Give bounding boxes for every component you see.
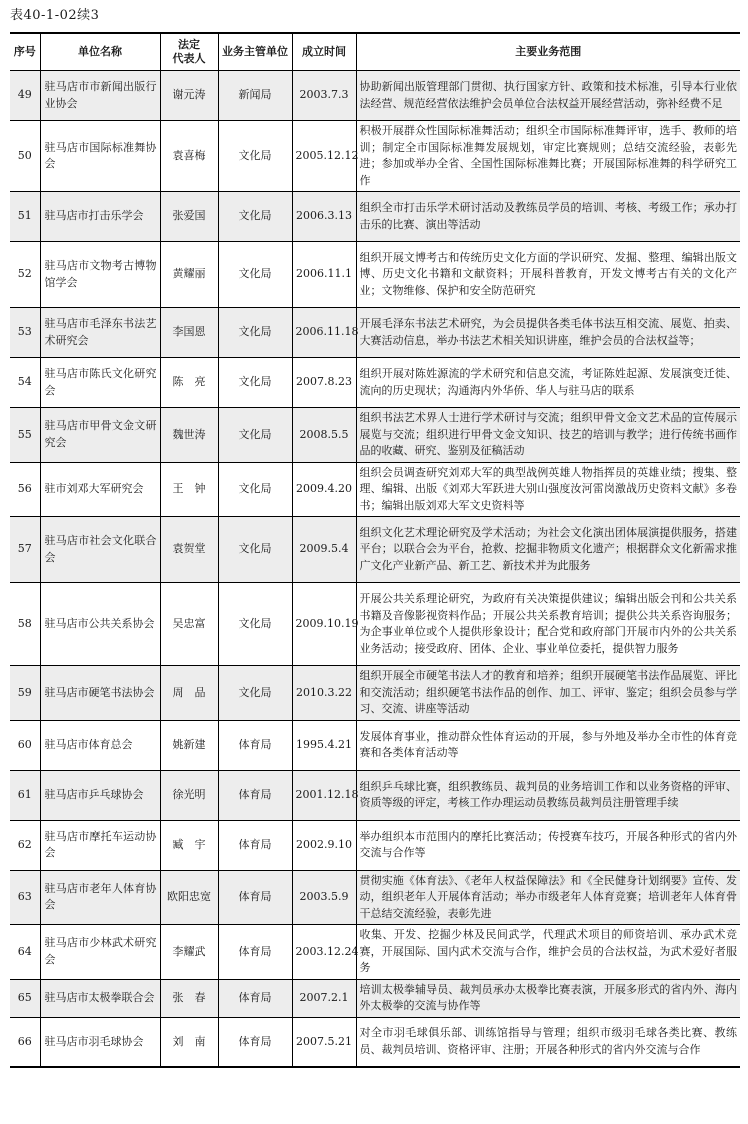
cell-rep: 王 钟 — [160, 462, 218, 517]
table-row — [10, 820, 740, 870]
cell-date: 2002.9.10 — [292, 820, 356, 870]
table-row — [10, 870, 740, 925]
cell-seq: 56 — [10, 462, 40, 517]
table-caption: 表40-1-02续3 — [10, 8, 100, 23]
cell-scope: 培训太极拳辅导员、裁判员承办太极拳比赛表演，开展多形式的省内外、海内外太极拳的交流与协作等 — [356, 979, 740, 1017]
cell-rep: 张爱国 — [160, 192, 218, 242]
cell-date: 2007.2.1 — [292, 979, 356, 1017]
cell-date: 2006.11.18 — [292, 308, 356, 358]
table-row — [10, 583, 740, 666]
cell-name: 驻马店市羽毛球协会 — [40, 1017, 160, 1067]
cell-dept: 体育局 — [218, 770, 292, 820]
cell-name: 驻马店市国际标准舞协会 — [40, 121, 160, 192]
cell-scope: 对全市羽毛球俱乐部、训练馆指导与管理；组织市级羽毛球各类比赛、教练员、裁判员培训、资格评审、注册；开展各种形式的省内外交流与合作 — [356, 1017, 740, 1067]
cell-seq: 63 — [10, 870, 40, 925]
cell-seq: 50 — [10, 121, 40, 192]
cell-dept: 文化局 — [218, 358, 292, 408]
cell-seq: 64 — [10, 925, 40, 980]
cell-scope: 开展公共关系理论研究，为政府有关决策提供建议；编辑出版会刊和公共关系书籍及音像影视资料作品；开展公共关系教育培训；提供公共关系咨询服务；为企事业单位或个人提供形象设计；配合党和政府部门开展市内外的公共关系业务活动；接受政府、团体、企业、事业单位委托，提供智力服务 — [356, 583, 740, 666]
table-row — [10, 71, 740, 121]
cell-scope: 贯彻实施《体育法》、《老年人权益保障法》和《全民健身计划纲要》宣传、发动，组织老年人开展体育活动；举办市级老年人体育竞赛；培训老年人体育骨干总结交流经验，表彰先进 — [356, 870, 740, 925]
table-row — [10, 1017, 740, 1067]
cell-rep: 李耀武 — [160, 925, 218, 980]
cell-scope: 组织会员调查研究刘邓大军的典型战例英雄人物指挥员的英雄业绩；搜集、整理、编辑、出版《刘邓大军跃进大别山强度汝河雷岗激战历史资料文献》多卷书；编辑出版刘邓大军文史资料等 — [356, 462, 740, 517]
table-row — [10, 192, 740, 242]
cell-dept: 体育局 — [218, 820, 292, 870]
cell-name: 驻马店市甲骨文金文研究会 — [40, 408, 160, 463]
cell-seq: 57 — [10, 517, 40, 583]
cell-date: 2009.4.20 — [292, 462, 356, 517]
cell-date: 2005.12.12 — [292, 121, 356, 192]
cell-seq: 51 — [10, 192, 40, 242]
cell-rep: 黄耀丽 — [160, 242, 218, 308]
cell-dept: 体育局 — [218, 720, 292, 770]
cell-name: 驻马店市摩托车运动协会 — [40, 820, 160, 870]
cell-scope: 组织乒乓球比赛，组织教练员、裁判员的业务培训工作和以业务资格的评审、资质等级的评定，考核工作办理运动员教练员裁判员注册管理手续 — [356, 770, 740, 820]
header-dept: 业务主管单位 — [218, 33, 292, 71]
cell-name: 驻马店市社会文化联合会 — [40, 517, 160, 583]
cell-date: 2003.7.3 — [292, 71, 356, 121]
cell-rep: 刘 南 — [160, 1017, 218, 1067]
cell-dept: 体育局 — [218, 979, 292, 1017]
cell-name: 驻马店市市新闻出版行业协会 — [40, 71, 160, 121]
cell-seq: 54 — [10, 358, 40, 408]
table-row — [10, 408, 740, 463]
cell-date: 2008.5.5 — [292, 408, 356, 463]
cell-seq: 52 — [10, 242, 40, 308]
header-date: 成立时间 — [292, 33, 356, 71]
cell-rep: 周 品 — [160, 666, 218, 721]
cell-name: 驻马店市打击乐学会 — [40, 192, 160, 242]
cell-rep: 张 春 — [160, 979, 218, 1017]
cell-date: 2006.3.13 — [292, 192, 356, 242]
cell-scope: 开展毛泽东书法艺术研究，为会员提供各类毛体书法互相交流、展览、拍卖、大赛活动信息，举办书法艺术相关知识讲座，维护会员的合法权益等； — [356, 308, 740, 358]
table-row — [10, 358, 740, 408]
cell-name: 驻马店市太极拳联合会 — [40, 979, 160, 1017]
cell-name: 驻马店市公共关系协会 — [40, 583, 160, 666]
header-row — [10, 33, 740, 71]
cell-date: 2003.5.9 — [292, 870, 356, 925]
table-row — [10, 308, 740, 358]
cell-name: 驻市刘邓大军研究会 — [40, 462, 160, 517]
cell-rep: 姚新建 — [160, 720, 218, 770]
cell-scope: 协助新闻出版管理部门贯彻、执行国家方针、政策和技术标准，引导本行业依法经营、规范经营依法维护会员单位合法权益开展经营活动，弥补经费不足 — [356, 71, 740, 121]
cell-dept: 文化局 — [218, 242, 292, 308]
cell-dept: 文化局 — [218, 583, 292, 666]
cell-scope: 组织开展文博考古和传统历史文化方面的学识研究、发掘、整理、编辑出版文博、历史文化书籍和文献资料；开展科普教育，开发文博考古有关的文化产业；文物维修、保护和安全防范研究 — [356, 242, 740, 308]
cell-dept: 文化局 — [218, 308, 292, 358]
cell-rep: 徐光明 — [160, 770, 218, 820]
cell-date: 2009.5.4 — [292, 517, 356, 583]
cell-rep: 谢元涛 — [160, 71, 218, 121]
cell-name: 驻马店市硬笔书法协会 — [40, 666, 160, 721]
cell-scope: 组织开展全市硬笔书法人才的教育和培养；组织开展硬笔书法作品展览、评比和交流活动；组织硬笔书法作品的创作、加工、评审、鉴定；组织会员参与学习、交流、讲座等活动 — [356, 666, 740, 721]
cell-date: 2001.12.18 — [292, 770, 356, 820]
cell-scope: 积极开展群众性国际标准舞活动；组织全市国际标准舞评审，选手、教师的培训；制定全市国际标准舞发展规划，审定比赛规则；总结交流经验，表彰先进；参加或举办全省、全国性国际标准舞比赛；开展国际标准舞的科学研究工作 — [356, 121, 740, 192]
cell-seq: 60 — [10, 720, 40, 770]
cell-dept: 文化局 — [218, 666, 292, 721]
cell-rep: 臧 宇 — [160, 820, 218, 870]
cell-name: 驻马店市文物考古博物馆学会 — [40, 242, 160, 308]
cell-date: 2010.3.22 — [292, 666, 356, 721]
cell-dept: 文化局 — [218, 517, 292, 583]
cell-seq: 55 — [10, 408, 40, 463]
cell-name: 驻马店市老年人体育协会 — [40, 870, 160, 925]
cell-scope: 举办组织本市范围内的摩托比赛活动；传授赛车技巧，开展各种形式的省内外交流与合作等 — [356, 820, 740, 870]
cell-rep: 袁喜梅 — [160, 121, 218, 192]
cell-dept: 文化局 — [218, 121, 292, 192]
cell-dept: 体育局 — [218, 870, 292, 925]
cell-seq: 59 — [10, 666, 40, 721]
cell-rep: 李国恩 — [160, 308, 218, 358]
cell-rep: 魏世涛 — [160, 408, 218, 463]
header-rep: 法定 代表人 — [160, 33, 218, 71]
cell-name: 驻马店市体育总会 — [40, 720, 160, 770]
organizations-table — [10, 32, 740, 1068]
cell-name: 驻马店市少林武术研究会 — [40, 925, 160, 980]
cell-name: 驻马店市陈氏文化研究会 — [40, 358, 160, 408]
header-seq: 序号 — [10, 33, 40, 71]
table-row — [10, 720, 740, 770]
table-row — [10, 242, 740, 308]
header-name: 单位名称 — [40, 33, 160, 71]
cell-seq: 58 — [10, 583, 40, 666]
cell-date: 2007.8.23 — [292, 358, 356, 408]
cell-dept: 文化局 — [218, 408, 292, 463]
cell-dept: 体育局 — [218, 1017, 292, 1067]
cell-name: 驻马店市毛泽东书法艺术研究会 — [40, 308, 160, 358]
cell-rep: 陈 亮 — [160, 358, 218, 408]
header-scope: 主要业务范围 — [356, 33, 740, 71]
cell-date: 2007.5.21 — [292, 1017, 356, 1067]
cell-seq: 49 — [10, 71, 40, 121]
cell-dept: 体育局 — [218, 925, 292, 980]
cell-date: 2009.10.19 — [292, 583, 356, 666]
cell-dept: 新闻局 — [218, 71, 292, 121]
cell-dept: 文化局 — [218, 462, 292, 517]
cell-date: 2006.11.1 — [292, 242, 356, 308]
cell-name: 驻马店市乒乓球协会 — [40, 770, 160, 820]
table-row — [10, 925, 740, 980]
cell-date: 1995.4.21 — [292, 720, 356, 770]
cell-scope: 发展体育事业，推动群众性体育运动的开展，参与外地及举办全市性的体育竞赛和各类体育活动等 — [356, 720, 740, 770]
table-row — [10, 462, 740, 517]
cell-scope: 收集、开发、挖掘少林及民间武学，代理武术项目的师资培训、承办武术竞赛，开展国际、国内武术交流与合作，维护会员的合法权益，为武术爱好者服务 — [356, 925, 740, 980]
table-row — [10, 770, 740, 820]
cell-seq: 66 — [10, 1017, 40, 1067]
table-row — [10, 666, 740, 721]
table-row — [10, 979, 740, 1017]
cell-seq: 65 — [10, 979, 40, 1017]
cell-rep: 欧阳忠宽 — [160, 870, 218, 925]
cell-seq: 61 — [10, 770, 40, 820]
cell-rep: 袁贺堂 — [160, 517, 218, 583]
cell-scope: 组织开展对陈姓源流的学术研究和信息交流，考证陈姓起源、发展演变迁徙、流向的历史现状；沟通海内外华侨、华人与驻马店的联系 — [356, 358, 740, 408]
table-row — [10, 121, 740, 192]
cell-date: 2003.12.24 — [292, 925, 356, 980]
cell-scope: 组织书法艺术界人士进行学术研讨与交流；组织甲骨文金文艺术品的宣传展示展览与交流；组织进行甲骨文金文知识、技艺的培训与教学；进行传统书画作品的收藏、研究、鉴别及征稿活动 — [356, 408, 740, 463]
table-row — [10, 517, 740, 583]
cell-scope: 组织全市打击乐学术研讨活动及教练员学员的培训、考核、考级工作；承办打击乐的比赛、演出等活动 — [356, 192, 740, 242]
cell-seq: 62 — [10, 820, 40, 870]
cell-rep: 吴忠富 — [160, 583, 218, 666]
cell-seq: 53 — [10, 308, 40, 358]
cell-dept: 文化局 — [218, 192, 292, 242]
cell-scope: 组织文化艺术理论研究及学术活动；为社会文化演出团体展演提供服务，搭建平台；以联合会为平台，抢救、挖掘非物质文化遗产；根据群众文化新需求推广文化产业新产品、新工艺、新技术并为此服务 — [356, 517, 740, 583]
